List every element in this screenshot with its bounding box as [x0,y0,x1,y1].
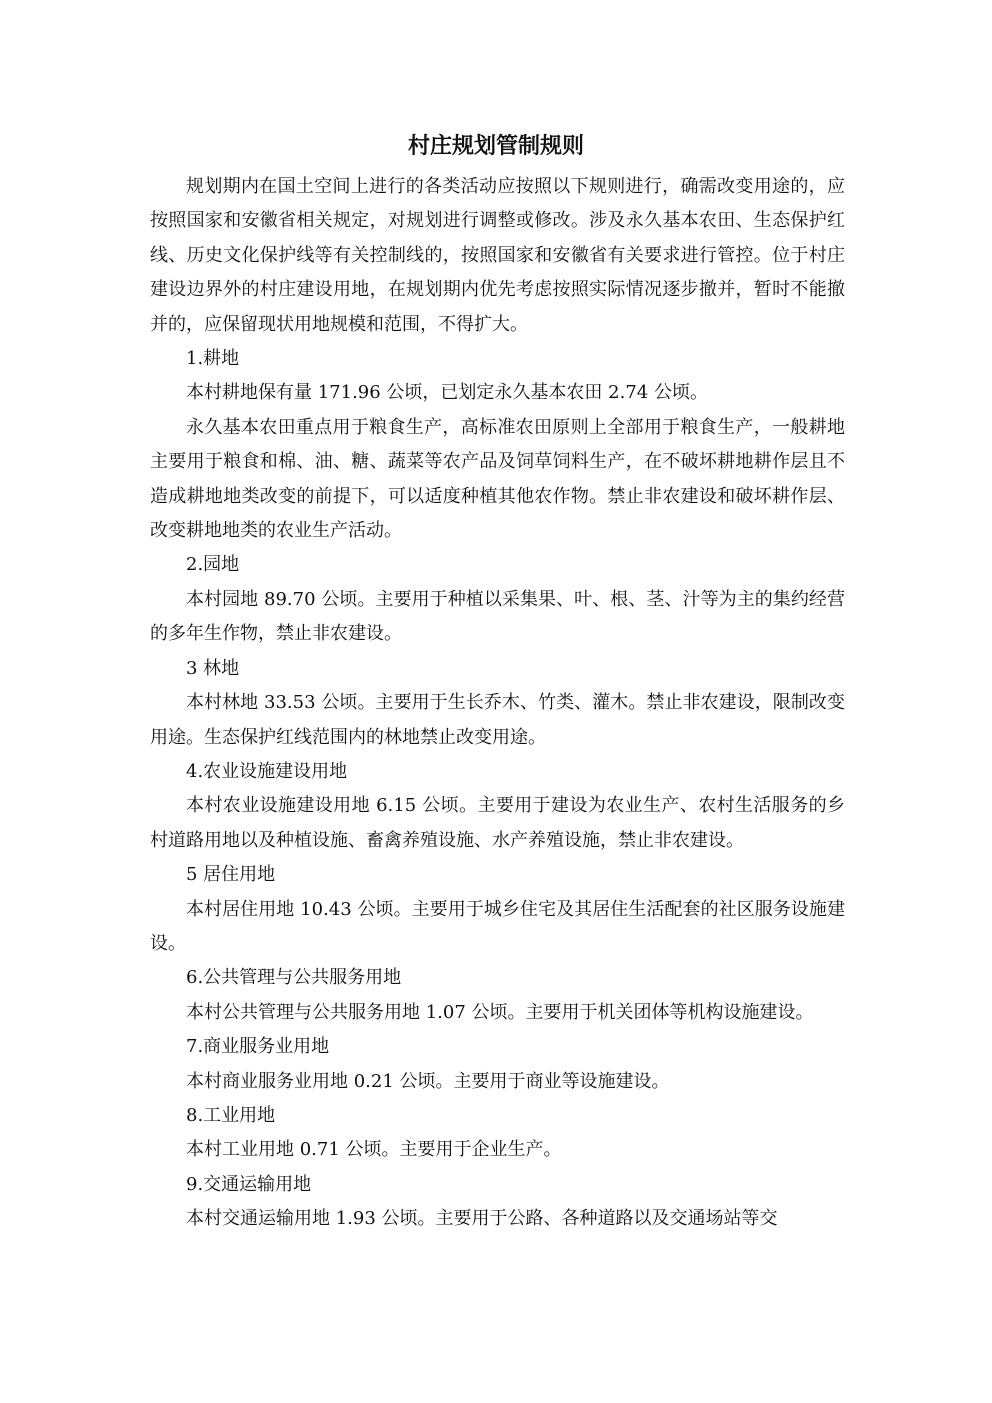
forest-land-paragraph: 本村林地 33.53 公顷。主要用于生长乔木、竹类、灌木。禁止非农建设，限制改变用途。生态保护红线范围内的林地禁止改变用途。 [150,692,845,748]
garden-land-paragraph: 本村园地 89.70 公顷。主要用于种植以采集果、叶、根、茎、汁等为主的集约经营的多年生作物，禁止非农建设。 [150,588,845,645]
commercial-land-paragraph: 本村商业服务业用地 0.21 公顷。主要用于商业等设施建设。 [186,1070,670,1092]
agricultural-facility-land-paragraph: 本村农业设施建设用地 6.15 公顷。主要用于建设为农业生产、农村生活服务的乡村道路用地以及种植设施、畜禽养殖设施、水产养殖设施，禁止非农建设。 [150,795,845,851]
transport-land-paragraph: 本村交通运输用地 1.93 公顷。主要用于公路、各种道路以及交通场站等交 [186,1208,778,1230]
industrial-land-paragraph: 本村工业用地 0.71 公顷。主要用于企业生产。 [186,1139,562,1161]
public-service-land-paragraph: 本村公共管理与公共服务用地 1.07 公顷。主要用于机关团体等机构设施建设。 [186,1001,814,1023]
cultivated-land-paragraph: 本村耕地保有量 171.96 公顷，已划定永久基本农田 2.74 公顷。 [186,382,708,404]
intro-paragraph: 规划期内在国土空间上进行的各类活动应按照以下规则进行，确需改变用途的，应按照国家和安徽省相关规定，对规划进行调整或修改。涉及永久基本农田、生态保护红线、历史文化保护线等有关控制线的，按照国家和安徽省有关要求进行管控。位于村庄建设边界外的村庄建设用地，在规划期内优先考虑按照实际情况逐步撤并，暂时不能撤并的，应保留现状用地规模和范围，不得扩大。 [150,176,845,335]
section-heading-garden-land: 2.园地 [186,554,240,576]
section-heading-agricultural-facility-land: 4.农业设施建设用地 [186,760,348,782]
section-heading-industrial-land: 8.工业用地 [186,1104,276,1126]
section-heading-forest-land: 3 林地 [186,657,240,679]
residential-land-paragraph: 本村居住用地 10.43 公顷。主要用于城乡住宅及其居住生活配套的社区服务设施建设。 [150,898,845,954]
section-heading-transport-land: 9.交通运输用地 [186,1173,312,1195]
document-body [150,170,845,1237]
section-heading-public-service-land: 6.公共管理与公共服务用地 [186,967,402,989]
page-title: 村庄规划管制规则 [407,133,584,159]
cultivated-land-rules-paragraph: 永久基本农田重点用于粮食生产，高标准农田原则上全部用于粮食生产，一般耕地主要用于粮食和棉、油、糖、蔬菜等农产品及饲草饲料生产，在不破坏耕地耕作层且不造成耕地地类改变的前提下，可以适度种植其他农作物。禁止非农建设和破坏耕作层、改变耕地地类的农业生产活动。 [150,416,845,542]
section-heading-commercial-land: 7.商业服务业用地 [186,1036,330,1058]
section-heading-cultivated-land: 1.耕地 [186,348,240,370]
section-heading-residential-land: 5 居住用地 [186,864,276,886]
